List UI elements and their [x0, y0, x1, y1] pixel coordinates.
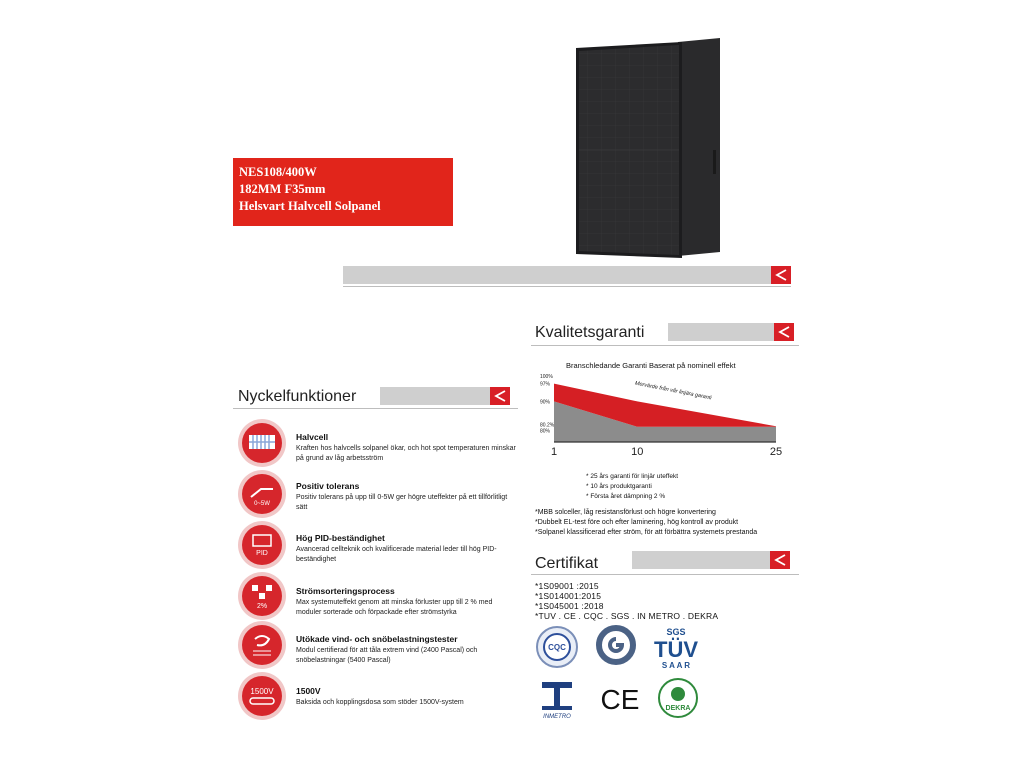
- sorting-icon: [242, 576, 282, 616]
- y-tick-label: 80.2%: [540, 422, 555, 429]
- features-underline: [233, 408, 518, 409]
- feature-title-1: Halvcell: [296, 432, 329, 442]
- warranty-underline: [531, 345, 799, 346]
- pid-icon: [242, 525, 282, 565]
- positive-tolerance-label: 0~5W: [254, 501, 270, 507]
- feature-text-3: *Solpanel klassificerad efter ström, för att förbättra systemets prestanda: [535, 529, 758, 536]
- feature-text-1: *MBB solceller, låg resistansförlust och högre konvertering: [535, 509, 716, 516]
- x-tick-label: 10: [631, 446, 644, 458]
- tuv-logo-icon: [652, 625, 700, 671]
- saar-logo-text: S A A R: [661, 661, 691, 670]
- chart-annotation: Mervärde från vår linjära garanti: [634, 380, 713, 402]
- ce-logo-icon: [598, 683, 642, 715]
- positive-tolerance-icon: [242, 474, 282, 514]
- cert-title: Certifikat: [535, 555, 599, 572]
- header-bar: [343, 266, 791, 284]
- x-tick-label: 25: [769, 446, 783, 458]
- features-bar: [380, 387, 510, 405]
- y-tick-label: 100%: [540, 374, 553, 380]
- dekra-logo-icon: [657, 677, 699, 719]
- feature-title-6: 1500V: [296, 686, 321, 696]
- feature-desc-5: Modul certifierad för att tåla extrem vind (2400 Pascal) och snöbelastningar (5400 Pascal): [296, 647, 478, 664]
- tuv-logo-text: TÜV: [654, 637, 698, 662]
- chevron-left-icon: [774, 323, 794, 341]
- chevron-left-icon: [490, 387, 510, 405]
- feature-desc-4: Max systemuteffekt genom att minska förluster upp till 2 % med moduler sorterade och förpackade efter strömstyrka: [296, 599, 493, 616]
- feature-title-5: Utökade vind- och snöbelastningstester: [296, 634, 458, 644]
- warranty-title: Kvalitetsgaranti: [535, 324, 645, 341]
- feature-title-4: Strömsorteringsprocess: [296, 586, 395, 596]
- 1500v-icon: [242, 676, 282, 716]
- chevron-left-icon: [770, 551, 790, 569]
- cert-iso45001: *1S045001 :2018: [535, 601, 604, 611]
- sgs-logo-text: SGS: [666, 627, 686, 637]
- product-model: NES108/400W: [239, 165, 317, 179]
- y-tick-label: 97%: [540, 381, 551, 388]
- sorting-label: 2%: [256, 603, 268, 610]
- feature-desc-3: Avancerad cellteknik och kvalificerade material leder till hög PID-beständighet: [296, 546, 497, 563]
- feature-desc-6: Baksida och kopplingsdosa som stöder 1500V-system: [296, 699, 464, 706]
- wind-snow-icon: [242, 625, 282, 665]
- feature-text-2: *Dubbelt EL-test före och efter laminering, hög kontroll av produkt: [535, 519, 739, 526]
- feature-desc-2: Positiv tolerans på upp till 0-5W ger högre uteffekter på ett tillförlitligt sätt: [296, 494, 508, 511]
- warranty-note-1: * 25 års garanti för linjär uteffekt: [586, 473, 679, 480]
- cert-iso9001: *1S09001 :2015: [535, 581, 599, 591]
- feature-desc-1: Kraften hos halvcells solpanel ökar, och hot spot temperaturen minskar på grund av låg arbetsström: [296, 445, 516, 462]
- feature-title-2: Positiv tolerans: [296, 481, 360, 491]
- product-spec: 182MM F35mm: [239, 182, 326, 196]
- product-title-box: [233, 158, 453, 226]
- dekra-logo-text: DEKRA: [665, 705, 691, 712]
- y-tick-label: 80%: [540, 428, 551, 435]
- pid-label: PID: [256, 550, 268, 557]
- warranty-chart: [538, 370, 790, 460]
- 1500v-label: 1500V: [250, 687, 274, 696]
- half-cell-icon: [242, 423, 282, 463]
- warranty-note-2: * 10 års produktgaranti: [586, 483, 652, 490]
- solar-panel-image: [560, 30, 730, 265]
- warranty-bar: [668, 323, 794, 341]
- x-tick-label: 1: [550, 446, 558, 458]
- cert-list: *TUV . CE . CQC . SGS . IN METRO . DEKRA: [535, 611, 719, 621]
- ce-logo-text: CE: [600, 684, 640, 715]
- feature-title-3: Hög PID-beständighet: [296, 533, 385, 543]
- cert-underline: [531, 574, 799, 575]
- cert-iso14001: *1S014001:2015: [535, 591, 602, 601]
- cqc-logo-text: CQC: [548, 643, 566, 652]
- inmetro-logo-text: INMETRO: [543, 714, 571, 720]
- chart-title: Branschledande Garanti Baserat på nominell effekt: [566, 361, 736, 370]
- sgs-logo-icon: [596, 625, 636, 665]
- cqc-logo-icon: [535, 625, 579, 669]
- chevron-left-icon: [771, 266, 791, 284]
- product-name: Helsvart Halvcell Solpanel: [239, 199, 381, 213]
- y-tick-label: 90%: [540, 399, 551, 406]
- inmetro-logo-icon: [535, 680, 579, 720]
- warranty-note-3: * Första året dämpning 2 %: [586, 493, 666, 500]
- header-underline: [343, 286, 791, 287]
- features-title: Nyckelfunktioner: [238, 388, 357, 405]
- cert-bar: [632, 551, 790, 569]
